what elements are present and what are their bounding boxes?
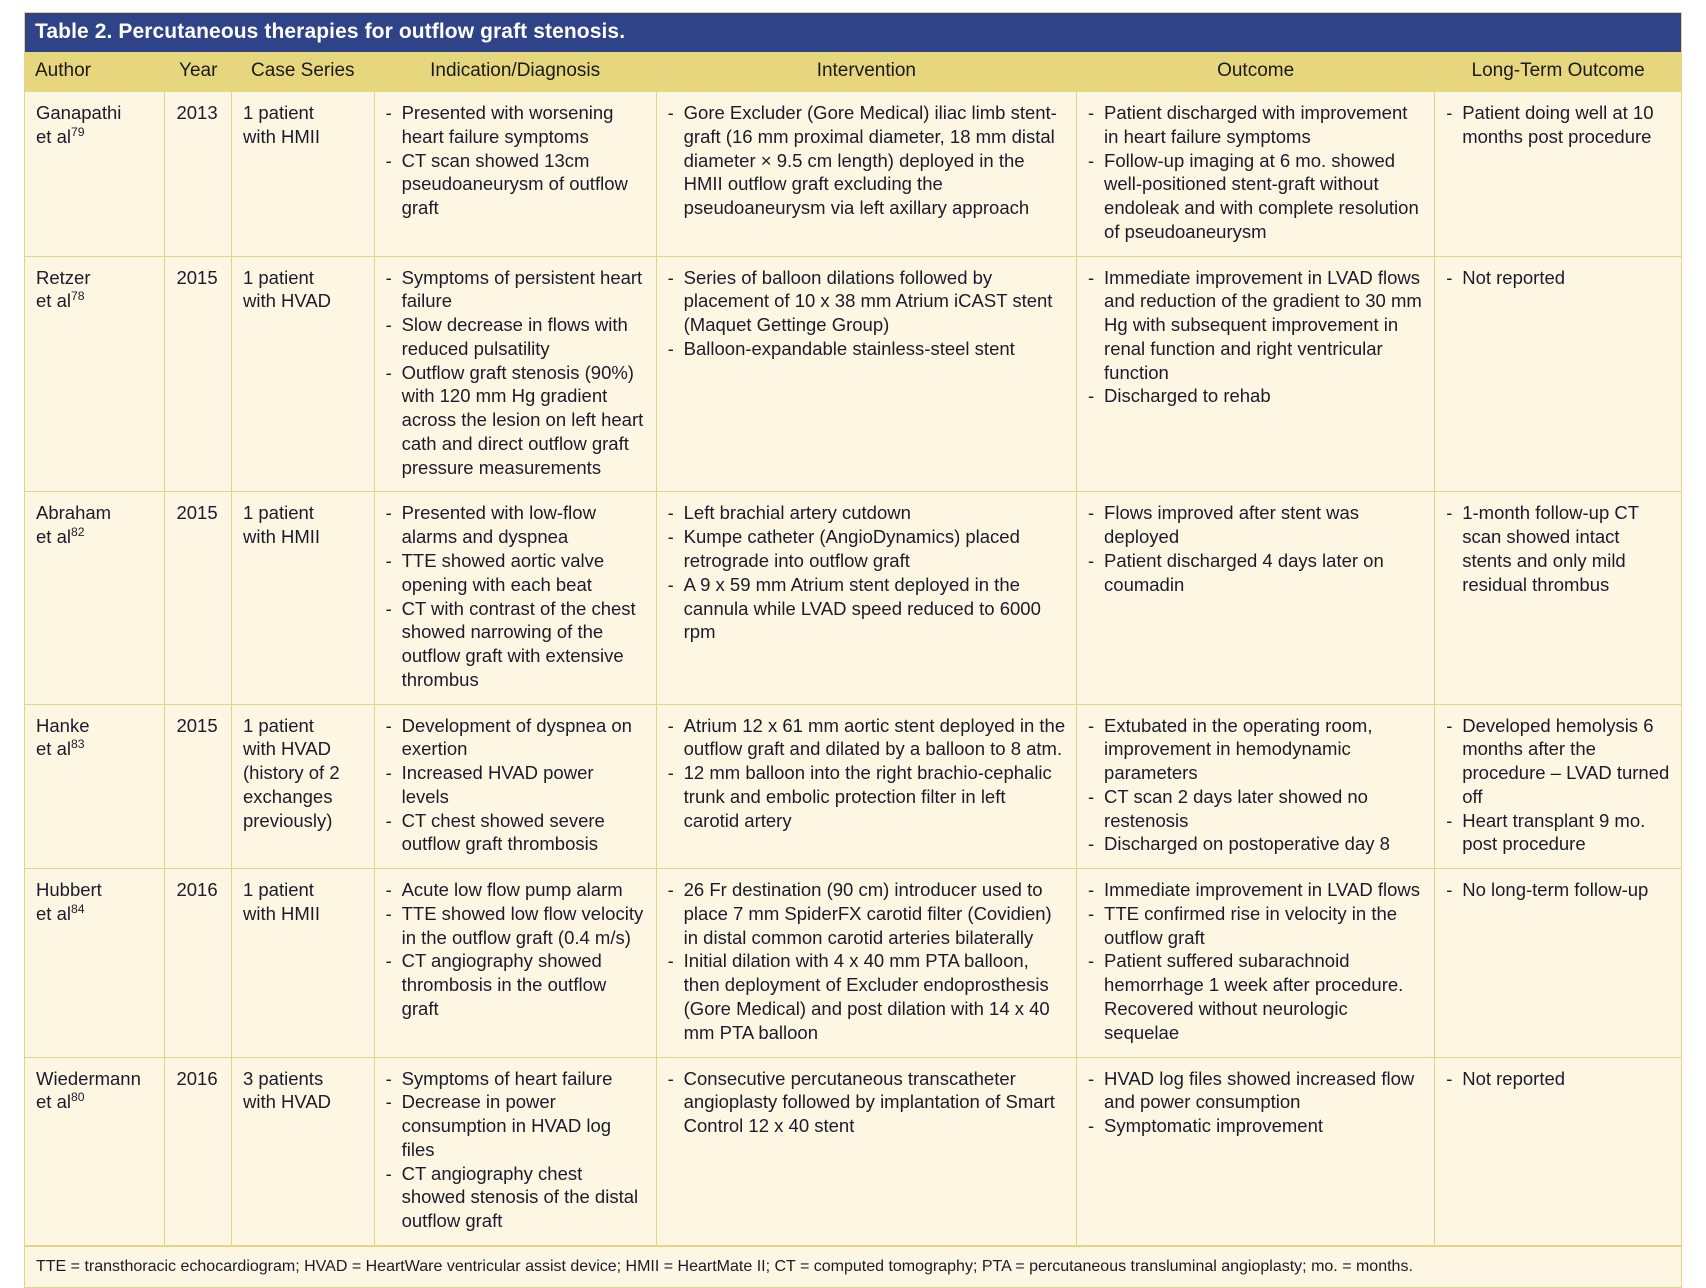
intervention-list xyxy=(668,266,1066,361)
outcome-list xyxy=(1088,1067,1424,1138)
cell-year: 2016 xyxy=(165,1057,231,1246)
cell-indication xyxy=(374,492,656,704)
cell-intervention xyxy=(656,704,1076,869)
indication-item: - Increased HVAD power levels xyxy=(386,761,646,809)
cell-long-term-outcome xyxy=(1435,492,1682,704)
cell-year: 2015 xyxy=(165,256,231,492)
cell-long-term-outcome xyxy=(1435,704,1682,869)
author-name: Ganapathi xyxy=(36,101,122,123)
case-series-line: previously) xyxy=(242,809,333,831)
outcome-list xyxy=(1088,501,1424,596)
case-series-line: with HVAD xyxy=(242,1091,332,1113)
indication-list xyxy=(386,501,646,691)
intervention-item: - 12 mm balloon into the right brachio-cephalic trunk and embolic protection filter in left carotid artery xyxy=(668,761,1066,832)
intervention-list xyxy=(668,501,1066,644)
cell-author xyxy=(25,869,165,1057)
author-name: Retzer xyxy=(36,266,91,288)
indication-item: - Outflow graft stenosis (90%) with 120 mm Hg gradient across the lesion on left heart cath and direct outflow graft pressure measurements xyxy=(386,361,646,480)
intervention-item: - Series of balloon dilations followed by placement of 10 x 38 mm Atrium iCAST stent (Maquet Gettinge Group) xyxy=(668,266,1066,337)
indication-item: - CT with contrast of the chest showed narrowing of the outflow graft with extensive thrombus xyxy=(386,597,646,692)
outcome-item: - TTE confirmed rise in velocity in the outflow graft xyxy=(1088,902,1424,950)
indication-list xyxy=(386,878,646,1021)
table-footnote-row xyxy=(25,1246,1682,1288)
outcome-item: - Symptomatic improvement xyxy=(1088,1114,1424,1138)
outcome-item: - Patient discharged 4 days later on coumadin xyxy=(1088,549,1424,597)
long_term-list xyxy=(1446,266,1671,290)
cell-year: 2013 xyxy=(165,91,231,256)
indication-item: - CT chest showed severe outflow graft thrombosis xyxy=(386,809,646,857)
indication-item: - Decrease in power consumption in HVAD log files xyxy=(386,1090,646,1161)
table-container xyxy=(24,12,1682,1288)
percutaneous-therapies-table xyxy=(24,12,1682,1288)
outcome-item: - Flows improved after stent was deployed xyxy=(1088,501,1424,549)
outcome-item: - Discharged to rehab xyxy=(1088,384,1424,408)
author-reference-number: 80 xyxy=(70,1090,85,1105)
cell-author xyxy=(25,492,165,704)
cell-long-term-outcome xyxy=(1435,869,1682,1057)
author-name: Wiedermann xyxy=(36,1067,141,1089)
outcome-item: - Patient discharged with improvement in heart failure symptoms xyxy=(1088,101,1424,149)
intervention-item: - Initial dilation with 4 x 40 mm PTA balloon, then deployment of Excluder endoprosthesis (Gore Medical) and post dilation with 14 x 40 mm PTA balloon xyxy=(668,949,1066,1044)
indication-list xyxy=(386,1067,646,1233)
author-name: Abraham xyxy=(36,502,112,524)
author-etal-text: et al xyxy=(36,902,71,924)
author-etal xyxy=(36,902,154,926)
table-body xyxy=(25,91,1682,1245)
intervention-item: - Gore Excluder (Gore Medical) iliac limb stent-graft (16 mm proximal diameter, 18 mm distal diameter × 9.5 cm length) deployed in the HMII outflow graft excluding the pseudoaneurysm via left axillary approach xyxy=(668,101,1066,220)
outcome-list xyxy=(1088,101,1424,244)
author-etal xyxy=(36,1090,154,1114)
intervention-item: - Left brachial artery cutdown xyxy=(668,501,1066,525)
author-etal xyxy=(36,125,154,149)
indication-item: - CT angiography showed thrombosis in the outflow graft xyxy=(386,949,646,1020)
column-header-year: Year xyxy=(165,52,231,91)
case-series-line: 1 patient xyxy=(242,502,314,524)
case-series-line: with HMII xyxy=(242,526,321,548)
cell-year: 2016 xyxy=(165,869,231,1057)
outcome-item: - Follow-up imaging at 6 mo. showed well-positioned stent-graft without endoleak and with complete resolution of pseudoaneurysm xyxy=(1088,149,1424,244)
long_term-list xyxy=(1446,101,1671,149)
intervention-item: - 26 Fr destination (90 cm) introducer used to place 7 mm SpiderFX carotid filter (Covidien) in distal common carotid arteries bilaterally xyxy=(668,878,1066,949)
long_term-list xyxy=(1446,501,1671,596)
indication-item: - Development of dyspnea on exertion xyxy=(386,714,646,762)
cell-indication xyxy=(374,704,656,869)
outcome-item: - Immediate improvement in LVAD flows and reduction of the gradient to 30 mm Hg with subsequent improvement in renal function and right ventricular function xyxy=(1088,266,1424,385)
indication-item: - Acute low flow pump alarm xyxy=(386,878,646,902)
cell-intervention xyxy=(656,492,1076,704)
cell-indication xyxy=(374,1057,656,1246)
cell-intervention xyxy=(656,869,1076,1057)
author-name: Hubbert xyxy=(36,879,102,901)
column-header-case-series: Case Series xyxy=(231,52,374,91)
cell-case-series xyxy=(231,492,374,704)
outcome-item: - Discharged on postoperative day 8 xyxy=(1088,832,1424,856)
long_term-item: - Heart transplant 9 mo. post procedure xyxy=(1446,809,1671,857)
author-etal xyxy=(36,737,154,761)
author-reference-number: 78 xyxy=(70,289,85,304)
cell-intervention xyxy=(656,1057,1076,1246)
outcome-item: - CT scan 2 days later showed no restenosis xyxy=(1088,785,1424,833)
indication-item: - CT angiography chest showed stenosis of the distal outflow graft xyxy=(386,1162,646,1233)
author-etal-text: et al xyxy=(36,1091,71,1113)
author-reference-number: 83 xyxy=(70,737,85,752)
cell-case-series xyxy=(231,1057,374,1246)
column-header-long-term-outcome: Long-Term Outcome xyxy=(1435,52,1682,91)
cell-author xyxy=(25,91,165,256)
cell-outcome xyxy=(1077,91,1435,256)
intervention-item: - Balloon-expandable stainless-steel stent xyxy=(668,337,1066,361)
outcome-list xyxy=(1088,878,1424,1044)
long_term-list xyxy=(1446,1067,1671,1091)
long_term-list xyxy=(1446,878,1671,902)
cell-outcome xyxy=(1077,492,1435,704)
case-series-line: 1 patient xyxy=(242,879,314,901)
cell-outcome xyxy=(1077,256,1435,492)
intervention-item: - Kumpe catheter (AngioDynamics) placed retrograde into outflow graft xyxy=(668,525,1066,573)
author-name: Hanke xyxy=(36,714,90,736)
cell-author xyxy=(25,256,165,492)
case-series-line: with HVAD xyxy=(242,738,332,760)
column-header-author: Author xyxy=(25,52,165,91)
cell-outcome xyxy=(1077,1057,1435,1246)
cell-case-series xyxy=(231,869,374,1057)
author-etal-text: et al xyxy=(36,290,71,312)
case-series-line: 1 patient xyxy=(242,266,314,288)
outcome-list xyxy=(1088,266,1424,409)
cell-outcome xyxy=(1077,869,1435,1057)
indication-list xyxy=(386,101,646,220)
table-footnote: TTE = transthoracic echocardiogram; HVAD = HeartWare ventricular assist device; HMII = HeartMate II; CT = computed tomography; PTA = percutaneous transluminal angioplasty; mo. = months. xyxy=(25,1246,1682,1288)
cell-case-series xyxy=(231,91,374,256)
long_term-item: - Not reported xyxy=(1446,266,1671,290)
author-etal xyxy=(36,289,154,313)
author-etal-text: et al xyxy=(36,125,71,147)
outcome-item: - HVAD log files showed increased flow and power consumption xyxy=(1088,1067,1424,1115)
outcome-item: - Immediate improvement in LVAD flows xyxy=(1088,878,1424,902)
table-title: Table 2. Percutaneous therapies for outflow graft stenosis. xyxy=(25,13,1682,53)
intervention-item: - Consecutive percutaneous transcatheter angioplasty followed by implantation of Smart Control 12 x 40 stent xyxy=(668,1067,1066,1138)
column-header-indication-diagnosis: Indication/Diagnosis xyxy=(374,52,656,91)
author-reference-number: 82 xyxy=(70,525,85,540)
indication-item: - Slow decrease in flows with reduced pulsatility xyxy=(386,313,646,361)
indication-item: - CT scan showed 13cm pseudoaneurysm of outflow graft xyxy=(386,149,646,220)
indication-list xyxy=(386,266,646,480)
case-series-line: 1 patient xyxy=(242,101,314,123)
indication-item: - Presented with low-flow alarms and dyspnea xyxy=(386,501,646,549)
cell-indication xyxy=(374,256,656,492)
cell-year: 2015 xyxy=(165,492,231,704)
author-reference-number: 84 xyxy=(70,901,85,916)
case-series-line: (history of 2 xyxy=(242,762,340,784)
author-etal-text: et al xyxy=(36,738,71,760)
cell-case-series xyxy=(231,256,374,492)
indication-item: - Presented with worsening heart failure symptoms xyxy=(386,101,646,149)
cell-author xyxy=(25,704,165,869)
indication-item: - TTE showed aortic valve opening with each beat xyxy=(386,549,646,597)
intervention-item: - Atrium 12 x 61 mm aortic stent deployed in the outflow graft and dilated by a balloon to 8 atm. xyxy=(668,714,1066,762)
case-series-line: exchanges xyxy=(242,785,333,807)
intervention-list xyxy=(668,1067,1066,1138)
indication-item: - Symptoms of persistent heart failure xyxy=(386,266,646,314)
long_term-item: - Developed hemolysis 6 months after the procedure – LVAD turned off xyxy=(1446,714,1671,809)
case-series-line: with HVAD xyxy=(242,290,332,312)
case-series-line: 3 patients xyxy=(242,1067,324,1089)
outcome-item: - Extubated in the operating room, improvement in hemodynamic parameters xyxy=(1088,714,1424,785)
cell-indication xyxy=(374,869,656,1057)
intervention-list xyxy=(668,878,1066,1044)
cell-author xyxy=(25,1057,165,1246)
intervention-item: - A 9 x 59 mm Atrium stent deployed in the cannula while LVAD speed reduced to 6000 rpm xyxy=(668,573,1066,644)
cell-long-term-outcome xyxy=(1435,256,1682,492)
case-series-line: with HMII xyxy=(242,902,321,924)
column-header-intervention: Intervention xyxy=(656,52,1076,91)
intervention-list xyxy=(668,714,1066,833)
indication-item: - Symptoms of heart failure xyxy=(386,1067,646,1091)
outcome-list xyxy=(1088,714,1424,857)
case-series-line: with HMII xyxy=(242,125,321,147)
intervention-list xyxy=(668,101,1066,220)
case-series-line: 1 patient xyxy=(242,714,314,736)
table-row xyxy=(25,91,1682,256)
author-reference-number: 79 xyxy=(70,124,85,139)
long_term-list xyxy=(1446,714,1671,857)
table-header-row xyxy=(25,52,1682,91)
author-etal-text: et al xyxy=(36,526,71,548)
cell-long-term-outcome xyxy=(1435,1057,1682,1246)
cell-outcome xyxy=(1077,704,1435,869)
cell-long-term-outcome xyxy=(1435,91,1682,256)
table-row xyxy=(25,704,1682,869)
cell-year: 2015 xyxy=(165,704,231,869)
table-row xyxy=(25,1057,1682,1246)
cell-case-series xyxy=(231,704,374,869)
column-header-outcome: Outcome xyxy=(1077,52,1435,91)
table-row xyxy=(25,256,1682,492)
long_term-item: - Not reported xyxy=(1446,1067,1671,1091)
table-row xyxy=(25,869,1682,1057)
table-row xyxy=(25,492,1682,704)
indication-item: - TTE showed low flow velocity in the outflow graft (0.4 m/s) xyxy=(386,902,646,950)
cell-indication xyxy=(374,91,656,256)
long_term-item: - 1-month follow-up CT scan showed intact stents and only mild residual thrombus xyxy=(1446,501,1671,596)
cell-intervention xyxy=(656,91,1076,256)
cell-intervention xyxy=(656,256,1076,492)
indication-list xyxy=(386,714,646,857)
author-etal xyxy=(36,525,154,549)
table-title-row xyxy=(25,13,1682,53)
long_term-item: - Patient doing well at 10 months post procedure xyxy=(1446,101,1671,149)
long_term-item: - No long-term follow-up xyxy=(1446,878,1671,902)
outcome-item: - Patient suffered subarachnoid hemorrhage 1 week after procedure. Recovered without neurologic sequelae xyxy=(1088,949,1424,1044)
